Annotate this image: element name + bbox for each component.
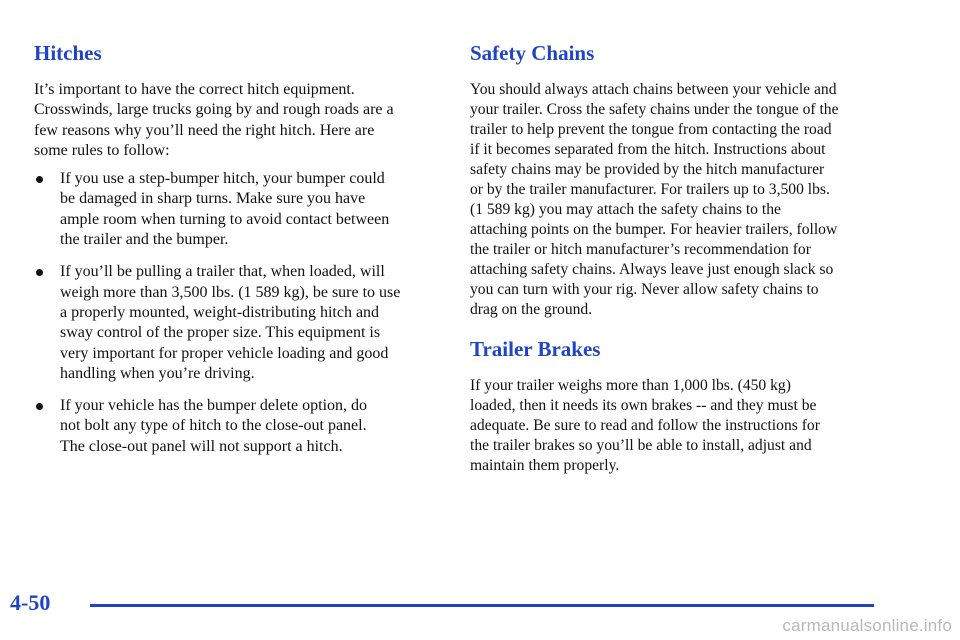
bullet-dot-icon	[36, 403, 43, 410]
hitch-rule-text: If you’ll be pulling a trailer that, when loaded, will weigh more than 3,500 lbs. (1 589 kg), be sure to use a properly mounted, weight‑distributing hitch and sway control of the proper size. This equipment is very important for proper vehicle loading and good handling when you’re driving.	[60, 263, 401, 382]
left-column	[34, 38, 442, 469]
safety-chains-heading: Safety Chains	[470, 41, 595, 65]
bullet-dot-icon	[36, 269, 43, 276]
hitches-rules-list	[34, 169, 442, 457]
list-item	[34, 396, 442, 457]
list-item	[34, 262, 442, 384]
bullet-dot-icon	[36, 176, 43, 183]
hitches-heading: Hitches	[34, 41, 102, 65]
page-number: 4-50	[10, 590, 51, 615]
watermark: carmanualsonline.info	[782, 616, 952, 635]
hitch-rule-text: If you use a step‑bumper hitch, your bumper could be damaged in sharp turns. Make sure you have ample room when turning to avoid contact between the trailer and the bumper.	[60, 170, 390, 249]
hitches-intro: It’s important to have the correct hitch equipment. Crosswinds, large trucks going by and rough roads are a few reasons why you’ll need the right hitch. Here are some rules to follow:	[34, 81, 394, 159]
trailer-brakes-heading: Trailer Brakes	[470, 337, 601, 361]
trailer-brakes-body: If your trailer weighs more than 1,000 lbs. (450 kg) loaded, then it needs its own brakes -- and they must be adequate. Be sure to read and follow the instructions for the trailer brakes so you’ll be able to install, adjust and maintain them properly.	[470, 377, 820, 474]
footer-rule	[90, 604, 874, 607]
hitch-rule-text: If your vehicle has the bumper delete option, do not bolt any type of hitch to the close‑out panel. The close‑out panel will not support a hitch.	[60, 397, 368, 455]
right-column	[470, 38, 882, 476]
list-item	[34, 169, 442, 250]
safety-chains-body: You should always attach chains between your vehicle and your trailer. Cross the safety chains under the tongue of the trailer to help prevent the tongue from contacting the road if it becomes separated from the hitch. Instructions about safety chains may be provided by the hitch manufacturer or by the trailer manufacturer. For trailers up to 3,500 lbs. (1 589 kg) you may attach the safety chains to the attaching points on the bumper. For heavier trailers, follow the trailer or hitch manufacturer’s recommendation for attaching safety chains. Always leave just enough slack so you can turn with your rig. Never allow safety chains to drag on the ground.	[470, 81, 839, 318]
